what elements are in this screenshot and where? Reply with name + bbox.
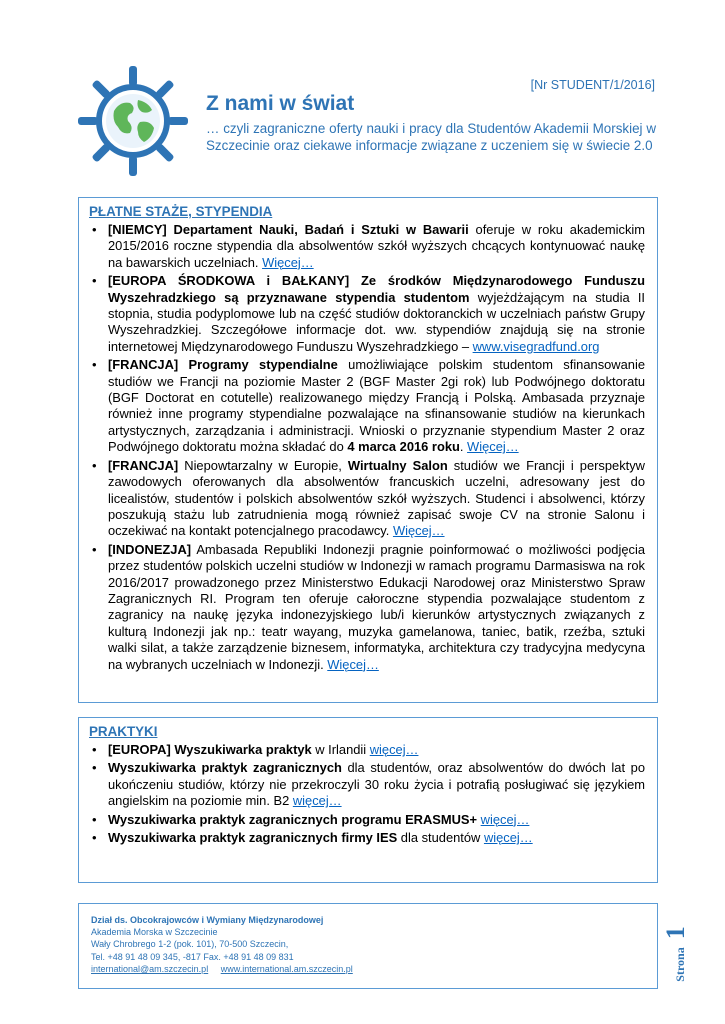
footer-organization: Akademia Morska w Szczecinie <box>91 927 218 938</box>
svg-text:Strona 1 <box>661 926 690 981</box>
section-paid-internships <box>78 197 658 703</box>
item-title: Wyszukiwarka praktyk zagranicznych programu ERASMUS+ <box>108 811 478 827</box>
item-title: [EUROPA ŚRODKOWA i BAŁKANY] Ze środków Międzynarodowego Funduszu Wyszehradzkiego są przyznawane stypendia studentom <box>108 273 645 305</box>
page-label-text: Strona <box>673 947 687 982</box>
ship-wheel-globe-icon <box>78 66 188 176</box>
item-highlight: Wirtualny Salon <box>347 457 448 473</box>
website-link[interactable]: www.international.am.szczecin.pl <box>220 963 353 974</box>
footer-phone: Tel. +48 91 48 09 345, -817 Fax. +48 91 48 09 831 <box>91 951 294 962</box>
more-link[interactable]: Więcej… <box>467 439 519 455</box>
bullet-icon: • <box>92 457 97 473</box>
item-text: dla studentów, oraz absolwentów do dwóch lat po ukończeniu studiów, którzy nie przekroczyli 30 roku życia i potrafią posługiwać się językiem angielskim na poziomie min. B2 <box>108 760 646 809</box>
bullet-icon: • <box>92 742 97 757</box>
list-item <box>89 542 645 673</box>
item-text: umożliwiające polskim studentom sfinansowanie studiów we Francji na poziomie Master 2 (BGF Master 2gi rok) lub Podwójnego doktoratu (BGF Doctorat en cotutelle) realizowanego między Francją i Polską. Ambasada przyznaje również inne programy stypendialne pozwalające na sfinansowanie studiów na kierunkach artystycznych, zarządzania i administracji. Wnioski o przyznanie stypendium Master 2 oraz Podwójnego doktoratu można składać do <box>108 357 645 455</box>
item-text: Niepowtarzalny w Europie, <box>178 457 348 473</box>
more-link[interactable]: więcej… <box>483 830 533 846</box>
footer-department: Dział ds. Obcokrajowców i Wymiany Międzynarodowej <box>91 915 324 925</box>
list-item <box>89 458 645 540</box>
bullet-icon: • <box>92 273 97 289</box>
list-item <box>89 222 645 271</box>
item-deadline: 4 marca 2016 roku <box>347 439 460 455</box>
page-title: Z nami w świat <box>206 92 355 115</box>
email-link[interactable]: international@am.szczecin.pl <box>91 963 209 974</box>
bullet-icon: • <box>92 760 97 776</box>
item-title: [FRANCJA] Programy stypendialne <box>108 357 338 373</box>
section-heading: PRAKTYKI <box>89 724 158 739</box>
item-title: [EUROPA] Wyszukiwarka praktyk <box>108 742 312 757</box>
list-item <box>89 760 645 809</box>
item-title: Wyszukiwarka praktyk zagranicznych firmy IES <box>108 830 398 846</box>
item-text: Ambasada Republiki Indonezji pragnie poinformować o możliwości podjęcia przez studentów polskich uczelni studiów w Indonezji w ramach programu Darmasiswa na rok 2016/2017 prowadzonego przez Ministerstwo Edukacji Narodowej oraz Ministerstwo Spraw Zagranicznych RI. Program ten oferuje całoroczne stypendia pozwalające studentom z zagranicy na naukę języka indonezyjskiego lub/i kierunków artystycznych związanych z kulturą Indonezji jak np.: teatr wayang, muzyka gamelanowa, taniec, batik, rzeźba, sztuki walki silat, a także zarządzenie biznesem, informatyka, architektura czy tradycyjna medycyna na wybranych uczelniach w Indonezji. <box>108 541 645 672</box>
bullet-icon: • <box>92 222 97 237</box>
bullet-icon: • <box>92 830 97 846</box>
item-text: studiów we Francji i perspektyw zawodowych oferowanych dla absolwentów francuskich uczelni, adresowany jest do licealistów, studentów i polskich absolwentów szkół wyższych. Studenci i absolwenci, którzy poszukują stażu lub zatrudnienia mogą również zapisać swoje CV na stronie Salonu i oczekiwać na kontakt potencjalnego pracodawcy. <box>108 457 645 539</box>
more-link[interactable]: więcej… <box>369 742 419 757</box>
more-link[interactable]: Więcej… <box>327 656 379 672</box>
list-item <box>89 812 645 828</box>
footer-contact <box>78 903 658 989</box>
item-title: [NIEMCY] Departament Nauki, Badań i Sztuki w Bawarii <box>108 222 469 237</box>
footer-address: Wały Chrobrego 1-2 (pok. 101), 70-500 Szczecin, <box>91 939 289 950</box>
list-item <box>89 742 645 758</box>
page-subtitle: … czyli zagraniczne oferty nauki i pracy dla Studentów Akademii Morskiej w Szczecinie oraz ciekawe informacje związane z uczeniem się w świecie 2.0 <box>206 121 656 153</box>
item-text: wyjeżdżającym na studia II stopnia, studia podyplomowe lub na część studiów doktoranckich w uczelniach państw Grupy Wyszehradzkiej. Szczegółowe informacje dot. ww. stypendiów znajdują się na stronie internetowej Międzynarodowego Funduszu Wyszehradzkiego – <box>108 289 646 354</box>
list-item <box>89 273 645 355</box>
item-title: [INDONEZJA] <box>108 541 192 557</box>
section-heading: PŁATNE STAŻE, STYPENDIA <box>89 204 273 219</box>
scholarship-list <box>89 222 645 673</box>
page-number: 1 <box>661 926 690 940</box>
item-text: w Irlandii <box>311 742 370 757</box>
footer-links <box>91 963 657 975</box>
more-link[interactable]: Więcej… <box>262 254 314 270</box>
section-internships <box>78 717 658 883</box>
item-title: [FRANCJA] <box>108 457 179 473</box>
internship-list <box>89 742 645 846</box>
document-number: [Nr STUDENT/1/2016] <box>530 78 655 92</box>
more-link[interactable]: więcej… <box>292 793 342 809</box>
bullet-icon: • <box>92 811 97 827</box>
item-text: . <box>459 439 468 455</box>
item-title: Wyszukiwarka praktyk zagranicznych <box>108 760 342 776</box>
website-link[interactable]: www.visegradfund.org <box>472 338 600 354</box>
item-text: dla studentów <box>397 830 484 846</box>
bullet-icon: • <box>92 357 97 373</box>
list-item <box>89 357 645 455</box>
bullet-icon: • <box>92 541 97 557</box>
more-link[interactable]: więcej… <box>480 811 530 827</box>
list-item <box>89 830 645 846</box>
more-link[interactable]: Więcej… <box>392 523 445 539</box>
page-label <box>660 918 700 990</box>
item-text: oferuje w roku akademickim 2015/2016 roczne stypendia dla absolwentów szkół wyższych chcących kontynuować naukę na bawarskich uczelniach. <box>108 222 646 270</box>
